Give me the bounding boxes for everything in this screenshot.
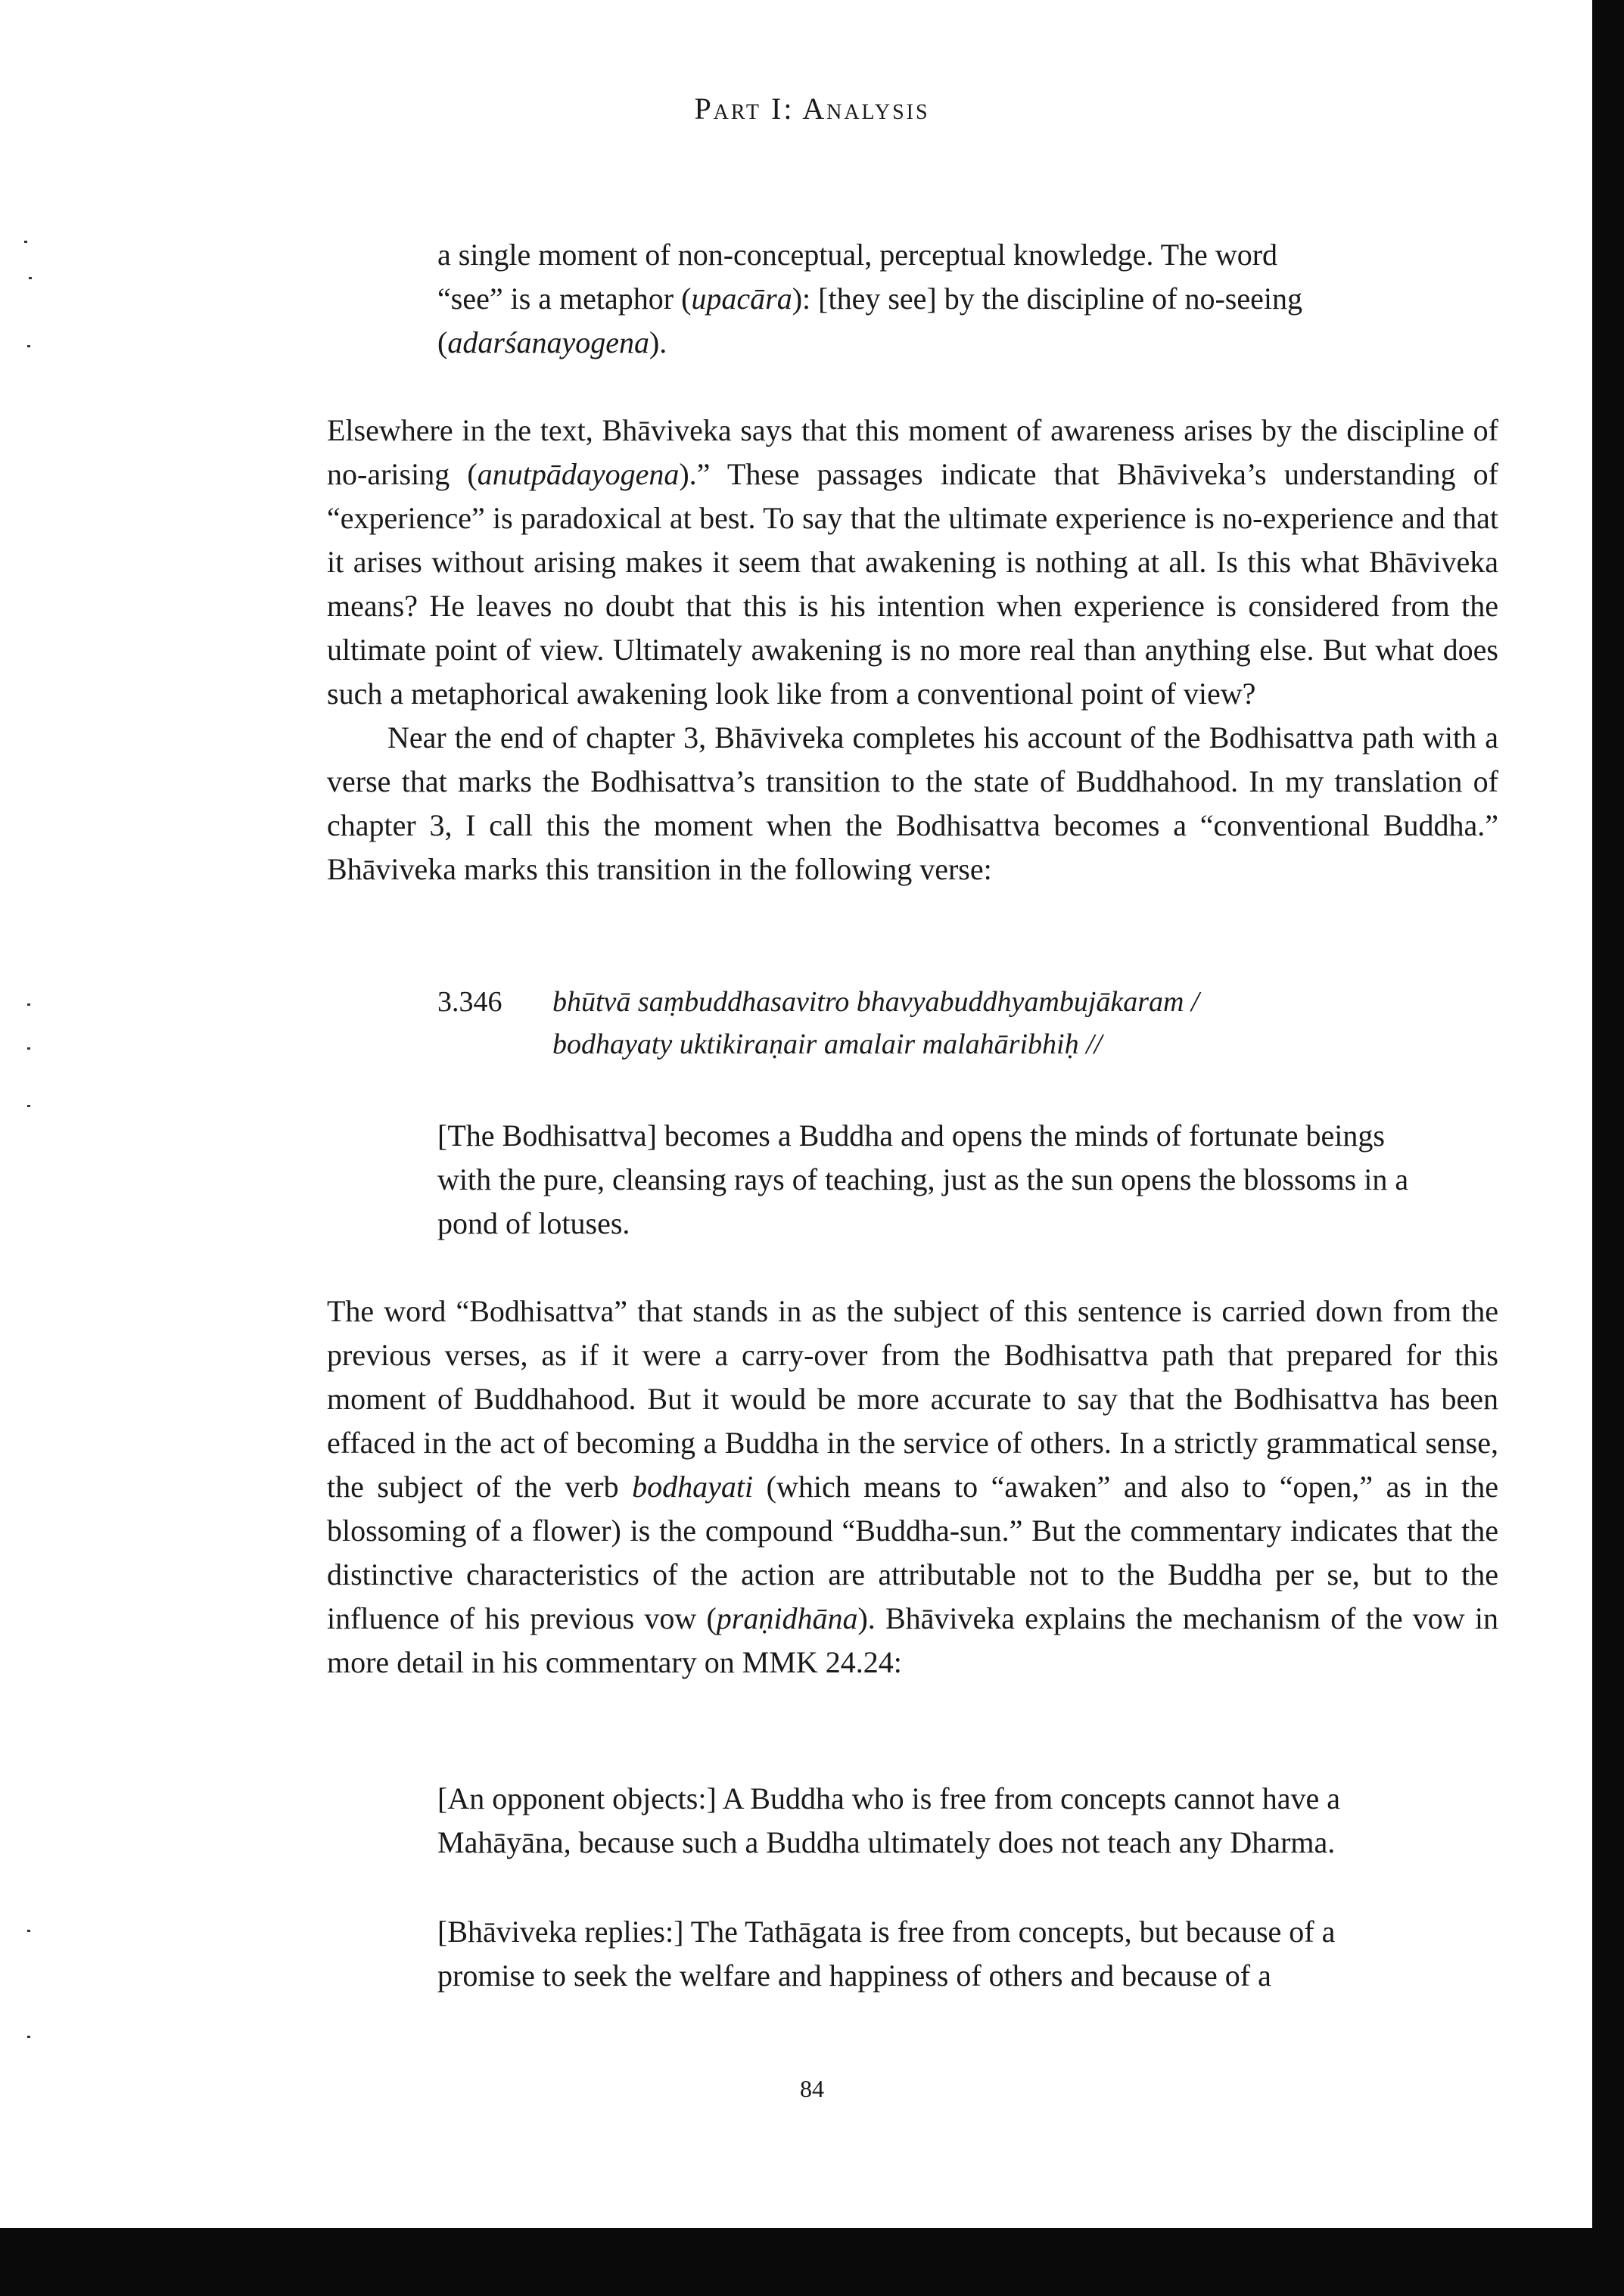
- block-quote-reply: [Bhāviveka replies:] The Tathāgata is free from concepts, but because of a promise to seek the welfare and happiness of others and because of a: [437, 1915, 1336, 1993]
- scan-speck: [27, 2036, 30, 2038]
- paragraph: Elsewhere in the text, Bhāviveka says that this moment of awareness arises by the discipline of no-arising (anutpādayogena).” These passages indicate that Bhāviveka’s understanding of “experience” is paradoxical at best. To say that the ultimate experience is no-experience and that it arises without arising makes it seem that awakening is nothing at all. Is this what Bhāviveka means? He leaves no doubt that this is his intention when experience is considered from the ultimate point of view. Ultimately awakening is no more real than anything else. But what does such a metaphorical awakening look like from a conventional point of view?: [327, 413, 1498, 711]
- verse-line: bodhayaty uktikiraṇair amalair malahāribhiḥ //: [552, 1028, 1103, 1060]
- block-quote-opening: [437, 233, 1436, 365]
- quote-line: a single moment of non-conceptual, perceptual knowledge. The word: [437, 238, 1278, 272]
- paragraph: Near the end of chapter 3, Bhāviveka completes his account of the Bodhisattva path with a verse that marks the Bodhisattva’s transition to the state of Buddhahood. In my translation of chapter 3, I call this the moment when the Bodhisattva becomes a “conventional Buddha.” Bhāviveka marks this transition in the following verse:: [327, 720, 1498, 886]
- verse-number: 3.346: [437, 986, 502, 1018]
- page-number: 84: [800, 2075, 824, 2102]
- scan-speck: [27, 1047, 30, 1050]
- scan-speck: [27, 1930, 30, 1932]
- running-head: Part I: Analysis: [694, 92, 930, 126]
- scan-speck: [29, 277, 32, 279]
- quote-line: (adarśanayogena).: [437, 325, 667, 359]
- body-paragraphs-2: [327, 1290, 1498, 1685]
- verse-line: bhūtvā saṃbuddhasavitro bhavyabuddhyambujākaram /: [552, 986, 1199, 1018]
- scan-speck: [27, 345, 30, 347]
- scan-speck: [24, 241, 27, 243]
- scan-edge-bottom: [0, 2228, 1624, 2296]
- verse-translation: [The Bodhisattva] becomes a Buddha and opens the minds of fortunate beings with the pure, cleansing rays of teaching, just as the sun opens the blossoms in a pond of lotuses.: [437, 1118, 1409, 1240]
- block-quote-objection: [An opponent objects:] A Buddha who is free from concepts cannot have a Mahāyāna, because such a Buddha ultimately does not teach any Dharma.: [437, 1781, 1341, 1859]
- scan-speck: [27, 1105, 30, 1107]
- body-paragraphs-1: [327, 409, 1498, 891]
- scan-edge-right: [1592, 0, 1624, 2296]
- scan-speck: [27, 1003, 30, 1006]
- quote-line: “see” is a metaphor (upacāra): [they see] by the discipline of no-seeing: [437, 282, 1302, 316]
- paragraph: The word “Bodhisattva” that stands in as the subject of this sentence is carried down from the previous verses, as if it were a carry-over from the Bodhisattva path that prepared for this moment of Buddhahood. But it would be more accurate to say that the Bodhisattva has been effaced in the act of becoming a Buddha in the service of others. In a strictly grammatical sense, the subject of the verb bodhayati (which means to “awaken” and also to “open,” as in the blossoming of a flower) is the compound “Buddha-sun.” But the commentary indicates that the distinctive characteristics of the action are attributable not to the Buddha per se, but to the influence of his previous vow (praṇidhāna). Bhāviveka explains the mechanism of the vow in more detail in his commentary on MMK 24.24:: [327, 1294, 1498, 1679]
